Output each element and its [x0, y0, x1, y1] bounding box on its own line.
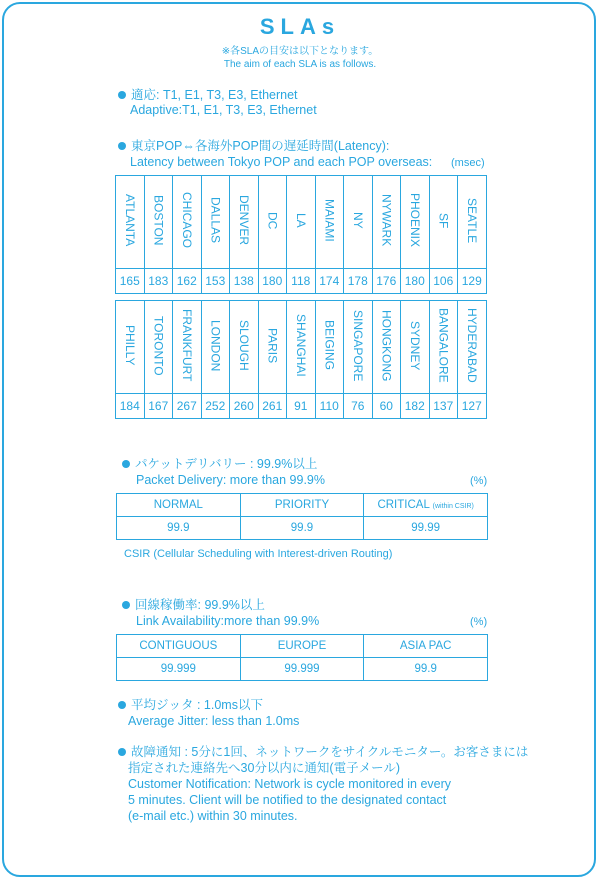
- latency-city-label: DALLAS: [208, 197, 223, 244]
- latency-city-label: ATLANTA: [122, 194, 137, 247]
- latency-city-cell: [344, 176, 373, 269]
- latency-city-cell: [344, 301, 373, 394]
- latency-city-label: NYWARK: [379, 194, 394, 247]
- latency-heading-en: Latency between Tokyo POP and each POP overseas:: [130, 155, 433, 169]
- apply-line2: Adaptive:T1, E1, T3, E3, Ethernet: [130, 103, 317, 117]
- bullet-icon: [118, 748, 126, 756]
- latency-city-label: PHILLY: [122, 325, 137, 366]
- link-value-europe: 99.999: [240, 658, 364, 681]
- bullet-icon: [118, 701, 126, 709]
- latency-city-cell: [116, 176, 145, 269]
- failure-line1: 故障通知 : 5分に1回、ネットワークをサイクルモニター。お客さまには: [118, 745, 528, 760]
- latency-table-row2: [115, 300, 487, 419]
- latency-city-label: SHANGHAI: [293, 314, 308, 377]
- latency-table-row1: [115, 175, 487, 294]
- failure-line2: 指定された連絡先へ30分以内に通知(電子メール): [128, 761, 400, 775]
- latency-value: 252: [201, 394, 230, 419]
- latency-city-label: LA: [293, 213, 308, 228]
- latency-city-cell: [429, 176, 458, 269]
- latency-city-cell: [315, 176, 344, 269]
- latency-city-label: MAIAMI: [322, 199, 337, 242]
- latency-value: 180: [258, 269, 287, 294]
- packet-unit: (%): [470, 475, 488, 487]
- latency-value: 91: [287, 394, 316, 419]
- latency-value: 176: [372, 269, 401, 294]
- latency-city-cell: [173, 176, 202, 269]
- latency-city-label: PHOENIX: [407, 193, 422, 248]
- latency-city-label: TORONTO: [151, 315, 166, 376]
- failure-line5: (e-mail etc.) within 30 minutes.: [128, 809, 298, 823]
- csir-footnote: CSIR (Cellular Scheduling with Interest-driven Routing): [124, 548, 393, 560]
- latency-city-label: SF: [436, 212, 451, 229]
- apply-line1: 適応: T1, E1, T3, E3, Ethernet: [118, 88, 298, 103]
- latency-value: 127: [458, 394, 487, 419]
- note-ja: ※各SLAの目安は以下となります。: [221, 46, 379, 57]
- packet-heading-en: Packet Delivery: more than 99.9%: [136, 473, 325, 487]
- latency-city-cell: [258, 176, 287, 269]
- packet-header-priority: PRIORITY: [240, 494, 364, 517]
- latency-value: 129: [458, 269, 487, 294]
- link-heading-ja: 回線稼働率: 99.9%以上: [122, 598, 265, 613]
- bullet-icon: [118, 91, 126, 99]
- latency-city-label: SEATLE: [464, 197, 479, 244]
- latency-city-label: CHICAGO: [179, 192, 194, 249]
- latency-value: 76: [344, 394, 373, 419]
- link-header-europe: EUROPE: [240, 635, 364, 658]
- link-table: [116, 634, 488, 681]
- latency-city-label: SLOUGH: [236, 320, 251, 371]
- latency-city-cell: [372, 176, 401, 269]
- latency-value: 267: [173, 394, 202, 419]
- latency-value: 261: [258, 394, 287, 419]
- link-value-contiguous: 99.999: [117, 658, 241, 681]
- latency-unit: (msec): [451, 157, 485, 169]
- latency-city-label: BOSTON: [151, 195, 166, 246]
- latency-value: 184: [116, 394, 145, 419]
- latency-city-label: DC: [265, 211, 280, 230]
- latency-heading-ja: 東京POP⇔各海外POP間の遅延時間(Latency):: [118, 139, 389, 154]
- latency-city-cell: [429, 301, 458, 394]
- latency-value: 138: [230, 269, 259, 294]
- latency-value: 165: [116, 269, 145, 294]
- latency-city-cell: [201, 301, 230, 394]
- latency-city-cell: [230, 301, 259, 394]
- packet-table: [116, 493, 488, 540]
- latency-city-label: HYDERABAD: [464, 308, 479, 383]
- latency-city-label: HONGKONG: [379, 309, 394, 382]
- note-en: The aim of each SLA is as follows.: [223, 59, 377, 70]
- latency-value: 60: [372, 394, 401, 419]
- latency-value: 260: [230, 394, 259, 419]
- latency-city-label: BEIGING: [322, 320, 337, 371]
- latency-value: 182: [401, 394, 430, 419]
- bullet-icon: [122, 601, 130, 609]
- jitter-heading-ja: 平均ジッタ : 1.0ms以下: [118, 698, 263, 713]
- latency-value: 180: [401, 269, 430, 294]
- latency-city-cell: [458, 301, 487, 394]
- latency-value: 110: [315, 394, 344, 419]
- latency-value: 153: [201, 269, 230, 294]
- latency-value: 183: [144, 269, 173, 294]
- packet-value-priority: 99.9: [240, 517, 364, 540]
- latency-city-cell: [230, 176, 259, 269]
- latency-city-cell: [372, 301, 401, 394]
- latency-value: 137: [429, 394, 458, 419]
- jitter-heading-en: Average Jitter: less than 1.0ms: [128, 714, 300, 728]
- latency-city-label: SYDNEY: [407, 320, 422, 371]
- latency-value: 118: [287, 269, 316, 294]
- latency-city-label: SINGAPORE: [350, 309, 365, 382]
- bullet-icon: [122, 460, 130, 468]
- latency-city-cell: [144, 176, 173, 269]
- latency-city-cell: [144, 301, 173, 394]
- link-unit: (%): [470, 616, 488, 628]
- latency-value: 167: [144, 394, 173, 419]
- page-title: SLAs: [259, 14, 341, 39]
- packet-value-critical: 99.99: [364, 517, 488, 540]
- failure-line3: Customer Notification: Network is cycle monitored in every: [128, 777, 452, 791]
- failure-line4: 5 minutes. Client will be notified to the designated contact: [128, 793, 447, 807]
- latency-city-label: DENVER: [236, 195, 251, 246]
- latency-city-cell: [401, 301, 430, 394]
- latency-city-label: FRANKFURT: [179, 309, 194, 382]
- link-value-asiapac: 99.9: [364, 658, 488, 681]
- bullet-icon: [118, 142, 126, 150]
- latency-city-cell: [315, 301, 344, 394]
- packet-value-normal: 99.9: [117, 517, 241, 540]
- latency-value: 174: [315, 269, 344, 294]
- packet-heading-ja: パケットデリバリー : 99.9%以上: [122, 457, 317, 472]
- latency-city-cell: [287, 301, 316, 394]
- link-header-asiapac: ASIA PAC: [364, 635, 488, 658]
- latency-city-cell: [258, 301, 287, 394]
- latency-city-cell: [201, 176, 230, 269]
- packet-header-normal: NORMAL: [117, 494, 241, 517]
- latency-city-cell: [401, 176, 430, 269]
- latency-city-label: LONDON: [208, 319, 223, 372]
- latency-city-label: BANGALORE: [436, 308, 451, 383]
- latency-city-label: NY: [350, 212, 365, 229]
- packet-header-critical: CRITICAL (within CSIR): [364, 494, 488, 517]
- latency-city-cell: [287, 176, 316, 269]
- link-header-contiguous: CONTIGUOUS: [117, 635, 241, 658]
- latency-city-label: PARIS: [265, 327, 280, 364]
- latency-value: 178: [344, 269, 373, 294]
- latency-city-cell: [458, 176, 487, 269]
- latency-value: 106: [429, 269, 458, 294]
- latency-value: 162: [173, 269, 202, 294]
- link-heading-en: Link Availability:more than 99.9%: [136, 614, 320, 628]
- critical-note: (within CSIR): [432, 503, 474, 510]
- latency-city-cell: [173, 301, 202, 394]
- latency-city-cell: [116, 301, 145, 394]
